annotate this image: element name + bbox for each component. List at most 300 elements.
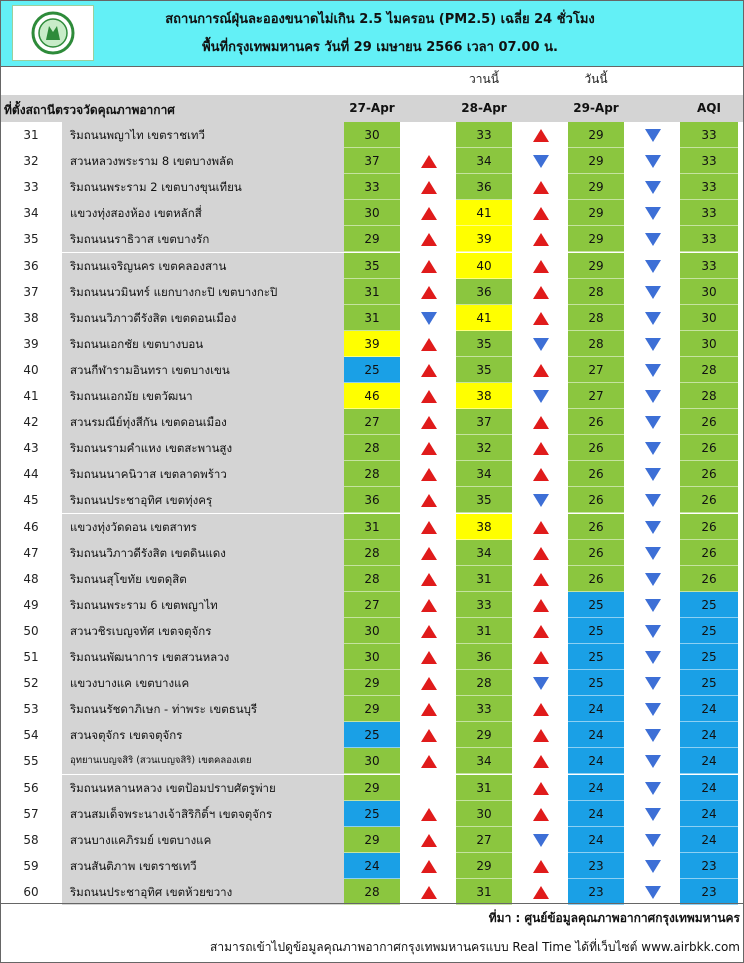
label-yesterday: วานนี้ (469, 72, 499, 86)
up-arrow-icon (533, 312, 549, 325)
pm25-value-28apr: 34 (456, 748, 512, 774)
table-row (0, 540, 744, 566)
station-number: 44 (23, 467, 39, 482)
up-arrow-icon (421, 599, 437, 612)
table-row (0, 879, 744, 905)
pm25-value-27apr: 30 (344, 200, 400, 226)
station-name: ริมถนนนราธิวาส เขตบางรัก (62, 226, 344, 252)
up-arrow-icon (421, 416, 437, 429)
aqi-value: 25 (680, 592, 738, 618)
pm25-value-28apr: 39 (456, 226, 512, 252)
table-row (0, 331, 744, 357)
pm25-value-28apr: 41 (456, 200, 512, 226)
pm25-value-29apr: 24 (568, 801, 624, 827)
pm25-value-29apr: 25 (568, 644, 624, 670)
pm25-value-28apr: 36 (456, 279, 512, 305)
down-arrow-icon (645, 442, 661, 455)
station-name: ริมถนนหลานหลวง เขตป้อมปราบศัตรูพ่าย (62, 775, 344, 801)
pm25-value-27apr: 25 (344, 722, 400, 748)
down-arrow-icon (645, 312, 661, 325)
pm25-value-28apr: 34 (456, 540, 512, 566)
pm25-value-28apr: 38 (456, 383, 512, 409)
station-name: สวนบางแคภิรมย์ เขตบางแค (62, 827, 344, 853)
pm25-value-29apr: 24 (568, 722, 624, 748)
aqi-value: 33 (680, 174, 738, 200)
down-arrow-icon (645, 729, 661, 742)
table-row (0, 801, 744, 827)
up-arrow-icon (533, 364, 549, 377)
station-name: ริมถนนสุโขทัย เขตดุสิต (62, 566, 344, 592)
pm25-value-29apr: 29 (568, 253, 624, 279)
up-arrow-icon (533, 468, 549, 481)
up-arrow-icon (421, 703, 437, 716)
pm25-value-28apr: 37 (456, 409, 512, 435)
table-row (0, 748, 744, 774)
down-arrow-icon (645, 599, 661, 612)
pm25-value-29apr: 29 (568, 200, 624, 226)
up-arrow-icon (421, 181, 437, 194)
down-arrow-icon (645, 521, 661, 534)
station-name: ริมถนนประชาอุทิศ เขตทุ่งครุ (62, 487, 344, 513)
station-name: ริมถนนพญาไท เขตราชเทวี (62, 122, 344, 148)
up-arrow-icon (533, 129, 549, 142)
station-number: 42 (23, 415, 39, 430)
station-number: 34 (23, 206, 39, 221)
up-arrow-icon (421, 260, 437, 273)
pm25-value-27apr: 28 (344, 435, 400, 461)
table-row (0, 592, 744, 618)
up-arrow-icon (533, 625, 549, 638)
table-row (0, 722, 744, 748)
down-arrow-icon (645, 155, 661, 168)
station-number: 33 (23, 180, 39, 195)
table-row (0, 305, 744, 331)
station-name: ริมถนนพระราม 6 เขตพญาไท (62, 592, 344, 618)
down-arrow-icon (645, 677, 661, 690)
up-arrow-icon (421, 860, 437, 873)
report-title: สถานการณ์ฝุ่นละอองขนาดไม่เกิน 2.5 ไมครอน (PM2.5) เฉลี่ย 24 ชั่วโมง (165, 12, 595, 27)
station-name: ริมถนนพระราม 2 เขตบางขุนเทียน (62, 174, 344, 200)
station-name: แขวงทุ่งสองห้อง เขตหลักสี่ (62, 200, 344, 226)
up-arrow-icon (533, 442, 549, 455)
station-name: ริมถนนนวมินทร์ แยกบางกะปิ เขตบางกะปิ (62, 279, 344, 305)
aqi-value: 24 (680, 722, 738, 748)
pm25-value-27apr: 25 (344, 357, 400, 383)
down-arrow-icon (645, 547, 661, 560)
table-row (0, 383, 744, 409)
header-divider (0, 66, 744, 67)
station-number: 47 (23, 545, 39, 560)
station-number: 60 (23, 884, 39, 899)
station-name: ริมถนนเอกชัย เขตบางบอน (62, 331, 344, 357)
table-row (0, 409, 744, 435)
up-arrow-icon (533, 521, 549, 534)
pm25-value-28apr: 33 (456, 696, 512, 722)
col-aqi: AQI (697, 101, 721, 115)
station-number: 58 (23, 832, 39, 847)
pm25-value-27apr: 27 (344, 409, 400, 435)
col-28apr: 28-Apr (461, 101, 507, 115)
website-note: สามารถเข้าไปดูข้อมูลคุณภาพอากาศกรุงเทพมหานครแบบ Real Time ได้ที่เว็บไซต์ www.airbkk.com (210, 940, 740, 954)
up-arrow-icon (421, 364, 437, 377)
pm25-value-27apr: 29 (344, 696, 400, 722)
aqi-value: 28 (680, 383, 738, 409)
aqi-value: 26 (680, 514, 738, 540)
station-number: 31 (23, 128, 39, 142)
up-arrow-icon (421, 155, 437, 168)
down-arrow-icon (645, 364, 661, 377)
pm25-value-28apr: 29 (456, 853, 512, 879)
up-arrow-icon (421, 834, 437, 847)
pm25-value-29apr: 26 (568, 461, 624, 487)
station-number: 59 (23, 858, 39, 873)
pm25-value-29apr: 29 (568, 122, 624, 148)
pm25-value-29apr: 24 (568, 827, 624, 853)
aqi-value: 23 (680, 853, 738, 879)
table-row (0, 174, 744, 200)
pm25-value-28apr: 35 (456, 357, 512, 383)
pm25-value-28apr: 41 (456, 305, 512, 331)
table-row (0, 618, 744, 644)
station-number: 41 (23, 389, 39, 403)
pm25-value-29apr: 29 (568, 226, 624, 252)
station-name: ริมถนนประชาอุทิศ เขตห้วยขวาง (62, 879, 344, 905)
table-row (0, 357, 744, 383)
pm25-value-28apr: 35 (456, 331, 512, 357)
pm25-value-28apr: 36 (456, 644, 512, 670)
pm25-value-29apr: 23 (568, 853, 624, 879)
col-27apr: 27-Apr (349, 101, 395, 115)
station-number: 57 (23, 806, 39, 821)
bma-seal-icon (27, 10, 79, 56)
pm25-value-29apr: 26 (568, 487, 624, 513)
pm25-value-29apr: 26 (568, 540, 624, 566)
up-arrow-icon (533, 886, 549, 899)
up-arrow-icon (421, 651, 437, 664)
down-arrow-icon (645, 808, 661, 821)
pm25-value-28apr: 28 (456, 670, 512, 696)
station-number: 36 (23, 258, 39, 273)
station-number: 35 (23, 232, 39, 247)
pm25-value-27apr: 30 (344, 122, 400, 148)
pm25-value-27apr: 25 (344, 801, 400, 827)
pm25-value-29apr: 29 (568, 148, 624, 174)
table-bottom-divider (0, 903, 744, 904)
table-row (0, 775, 744, 801)
pm25-value-27apr: 29 (344, 226, 400, 252)
station-name: สวนหลวงพระราม 8 เขตบางพลัด (62, 148, 344, 174)
down-arrow-icon (645, 207, 661, 220)
aqi-value: 26 (680, 566, 738, 592)
pm25-value-28apr: 31 (456, 879, 512, 905)
down-arrow-icon (645, 260, 661, 273)
aqi-value: 26 (680, 540, 738, 566)
pm25-value-29apr: 25 (568, 670, 624, 696)
pm25-value-28apr: 29 (456, 722, 512, 748)
table-row (0, 514, 744, 540)
aqi-value: 33 (680, 148, 738, 174)
pm25-value-27apr: 27 (344, 592, 400, 618)
aqi-value: 24 (680, 775, 738, 801)
pm25-value-29apr: 24 (568, 748, 624, 774)
pm25-value-27apr: 31 (344, 305, 400, 331)
up-arrow-icon (533, 860, 549, 873)
pm25-value-29apr: 24 (568, 775, 624, 801)
aqi-value: 30 (680, 279, 738, 305)
up-arrow-icon (533, 808, 549, 821)
up-arrow-icon (533, 573, 549, 586)
aqi-value: 33 (680, 226, 738, 252)
up-arrow-icon (421, 625, 437, 638)
station-number: 37 (23, 284, 39, 299)
aqi-value: 33 (680, 122, 738, 148)
table-row (0, 487, 744, 513)
aqi-value: 24 (680, 801, 738, 827)
table-row (0, 279, 744, 305)
aqi-value: 33 (680, 200, 738, 226)
station-number: 38 (23, 310, 39, 325)
column-header (0, 95, 744, 122)
down-arrow-icon (645, 860, 661, 873)
up-arrow-icon (533, 599, 549, 612)
aqi-value: 28 (680, 357, 738, 383)
report-header (0, 0, 744, 66)
up-arrow-icon (421, 755, 437, 768)
down-arrow-icon (645, 129, 661, 142)
down-arrow-icon (533, 338, 549, 351)
table-row (0, 226, 744, 252)
down-arrow-icon (645, 468, 661, 481)
down-arrow-icon (645, 573, 661, 586)
down-arrow-icon (533, 155, 549, 168)
station-name: ริมถนนรัชดาภิเษก - ท่าพระ เขตธนบุรี (62, 696, 344, 722)
pm25-value-29apr: 25 (568, 592, 624, 618)
pm25-value-29apr: 26 (568, 566, 624, 592)
down-arrow-icon (645, 834, 661, 847)
table-row (0, 644, 744, 670)
station-name: ริมถนนเอกมัย เขตวัฒนา (62, 383, 344, 409)
aqi-value: 25 (680, 618, 738, 644)
aqi-value: 24 (680, 696, 738, 722)
down-arrow-icon (645, 233, 661, 246)
pm25-value-28apr: 31 (456, 618, 512, 644)
down-arrow-icon (645, 625, 661, 638)
station-name: อุทยานเบญจสิริ (สวนเบญจสิริ) เขตคลองเตย (62, 748, 344, 774)
aqi-value: 26 (680, 487, 738, 513)
table-row (0, 148, 744, 174)
pm25-value-29apr: 29 (568, 174, 624, 200)
pm25-value-29apr: 26 (568, 435, 624, 461)
pm25-value-29apr: 23 (568, 879, 624, 905)
station-name: ริมถนนพัฒนาการ เขตสวนหลวง (62, 644, 344, 670)
aqi-value: 26 (680, 461, 738, 487)
pm25-value-28apr: 35 (456, 487, 512, 513)
up-arrow-icon (421, 808, 437, 821)
down-arrow-icon (645, 286, 661, 299)
station-number: 55 (23, 754, 39, 769)
station-number: 32 (23, 154, 39, 169)
station-number: 50 (23, 623, 39, 638)
pm25-value-27apr: 29 (344, 827, 400, 853)
pm25-value-28apr: 31 (456, 566, 512, 592)
pm25-value-29apr: 27 (568, 383, 624, 409)
pm25-value-27apr: 31 (344, 279, 400, 305)
down-arrow-icon (645, 494, 661, 507)
pm25-value-29apr: 28 (568, 331, 624, 357)
pm25-value-27apr: 46 (344, 383, 400, 409)
down-arrow-icon (645, 338, 661, 351)
down-arrow-icon (645, 181, 661, 194)
pm25-value-29apr: 28 (568, 305, 624, 331)
down-arrow-icon (533, 494, 549, 507)
col-29apr: 29-Apr (573, 101, 619, 115)
table-row (0, 853, 744, 879)
table-row (0, 827, 744, 853)
pm25-value-29apr: 28 (568, 279, 624, 305)
pm25-value-28apr: 34 (456, 461, 512, 487)
up-arrow-icon (533, 233, 549, 246)
station-number: 53 (23, 702, 39, 717)
station-number: 54 (23, 728, 39, 743)
station-number: 40 (23, 362, 39, 377)
up-arrow-icon (533, 729, 549, 742)
station-number: 56 (23, 780, 39, 795)
pm25-value-27apr: 29 (344, 775, 400, 801)
up-arrow-icon (421, 338, 437, 351)
aqi-value: 24 (680, 748, 738, 774)
up-arrow-icon (421, 547, 437, 560)
station-name: สวนสมเด็จพระนางเจ้าสิริกิติ์ฯ เขตจตุจักร (62, 801, 344, 827)
pm25-value-27apr: 30 (344, 618, 400, 644)
down-arrow-icon (533, 834, 549, 847)
pm25-value-28apr: 40 (456, 253, 512, 279)
pm25-value-27apr: 37 (344, 148, 400, 174)
bma-logo (12, 5, 94, 61)
aqi-value: 23 (680, 879, 738, 905)
pm25-value-28apr: 31 (456, 775, 512, 801)
down-arrow-icon (533, 677, 549, 690)
aqi-value: 30 (680, 305, 738, 331)
pm25-value-27apr: 31 (344, 514, 400, 540)
pm25-value-29apr: 26 (568, 409, 624, 435)
pm25-value-27apr: 29 (344, 670, 400, 696)
up-arrow-icon (533, 260, 549, 273)
station-name: สวนรมณีย์ทุ่งสีกัน เขตดอนเมือง (62, 409, 344, 435)
pm25-value-29apr: 26 (568, 514, 624, 540)
aqi-value: 30 (680, 331, 738, 357)
station-number: 48 (23, 571, 39, 586)
pm25-value-27apr: 39 (344, 331, 400, 357)
down-arrow-icon (645, 703, 661, 716)
pm25-value-29apr: 24 (568, 696, 624, 722)
aqi-value: 24 (680, 827, 738, 853)
up-arrow-icon (421, 886, 437, 899)
up-arrow-icon (421, 442, 437, 455)
pm25-value-28apr: 34 (456, 148, 512, 174)
down-arrow-icon (645, 782, 661, 795)
col-location: ที่ตั้งสถานีตรวจวัดคุณภาพอากาศ (4, 103, 175, 117)
pm25-value-27apr: 28 (344, 540, 400, 566)
aqi-value: 25 (680, 670, 738, 696)
pm25-value-27apr: 36 (344, 487, 400, 513)
up-arrow-icon (421, 521, 437, 534)
up-arrow-icon (533, 547, 549, 560)
station-number: 46 (23, 519, 39, 534)
pm25-value-27apr: 33 (344, 174, 400, 200)
station-number: 49 (23, 597, 39, 612)
station-name: แขวงทุ่งวัดดอน เขตสาทร (62, 514, 344, 540)
station-number: 45 (23, 493, 39, 508)
aqi-value: 26 (680, 409, 738, 435)
down-arrow-icon (645, 755, 661, 768)
pm25-value-27apr: 35 (344, 253, 400, 279)
up-arrow-icon (421, 286, 437, 299)
station-name: ริมถนนรามคำแหง เขตสะพานสูง (62, 435, 344, 461)
table-row (0, 435, 744, 461)
station-number: 43 (23, 441, 39, 456)
aqi-value: 25 (680, 644, 738, 670)
down-arrow-icon (645, 390, 661, 403)
pm25-value-27apr: 24 (344, 853, 400, 879)
up-arrow-icon (421, 207, 437, 220)
table-row (0, 122, 744, 148)
pm25-value-28apr: 36 (456, 174, 512, 200)
up-arrow-icon (533, 703, 549, 716)
station-name: ริมถนนเจริญนคร เขตคลองสาน (62, 253, 344, 279)
up-arrow-icon (421, 468, 437, 481)
table-row (0, 566, 744, 592)
down-arrow-icon (421, 312, 437, 325)
up-arrow-icon (533, 207, 549, 220)
station-number: 51 (23, 650, 39, 664)
down-arrow-icon (645, 416, 661, 429)
pm25-value-28apr: 33 (456, 592, 512, 618)
pm25-value-28apr: 30 (456, 801, 512, 827)
pm25-value-28apr: 32 (456, 435, 512, 461)
station-number: 39 (23, 336, 39, 351)
table-row (0, 253, 744, 279)
up-arrow-icon (421, 729, 437, 742)
station-number: 52 (23, 676, 39, 691)
up-arrow-icon (421, 233, 437, 246)
up-arrow-icon (533, 286, 549, 299)
station-name: สวนกีฬารามอินทรา เขตบางเขน (62, 357, 344, 383)
up-arrow-icon (533, 416, 549, 429)
pm25-value-27apr: 28 (344, 879, 400, 905)
up-arrow-icon (533, 651, 549, 664)
aqi-value: 33 (680, 253, 738, 279)
pm25-value-27apr: 28 (344, 461, 400, 487)
pm25-value-29apr: 25 (568, 618, 624, 644)
pm25-value-27apr: 30 (344, 748, 400, 774)
table-row (0, 696, 744, 722)
station-name: สวนวชิรเบญจทัศ เขตจตุจักร (62, 618, 344, 644)
station-name: แขวงบางแค เขตบางแค (62, 670, 344, 696)
source-note: ที่มา : ศูนย์ข้อมูลคุณภาพอากาศกรุงเทพมหานคร (488, 911, 740, 925)
aqi-value: 26 (680, 435, 738, 461)
table-row (0, 461, 744, 487)
pm25-value-28apr: 27 (456, 827, 512, 853)
pm25-value-28apr: 33 (456, 122, 512, 148)
up-arrow-icon (421, 494, 437, 507)
station-name: สวนสันติภาพ เขตราชเทวี (62, 853, 344, 879)
down-arrow-icon (533, 390, 549, 403)
pm25-value-29apr: 27 (568, 357, 624, 383)
up-arrow-icon (421, 573, 437, 586)
pm25-value-27apr: 28 (344, 566, 400, 592)
table-row (0, 670, 744, 696)
label-today: วันนี้ (584, 72, 608, 86)
